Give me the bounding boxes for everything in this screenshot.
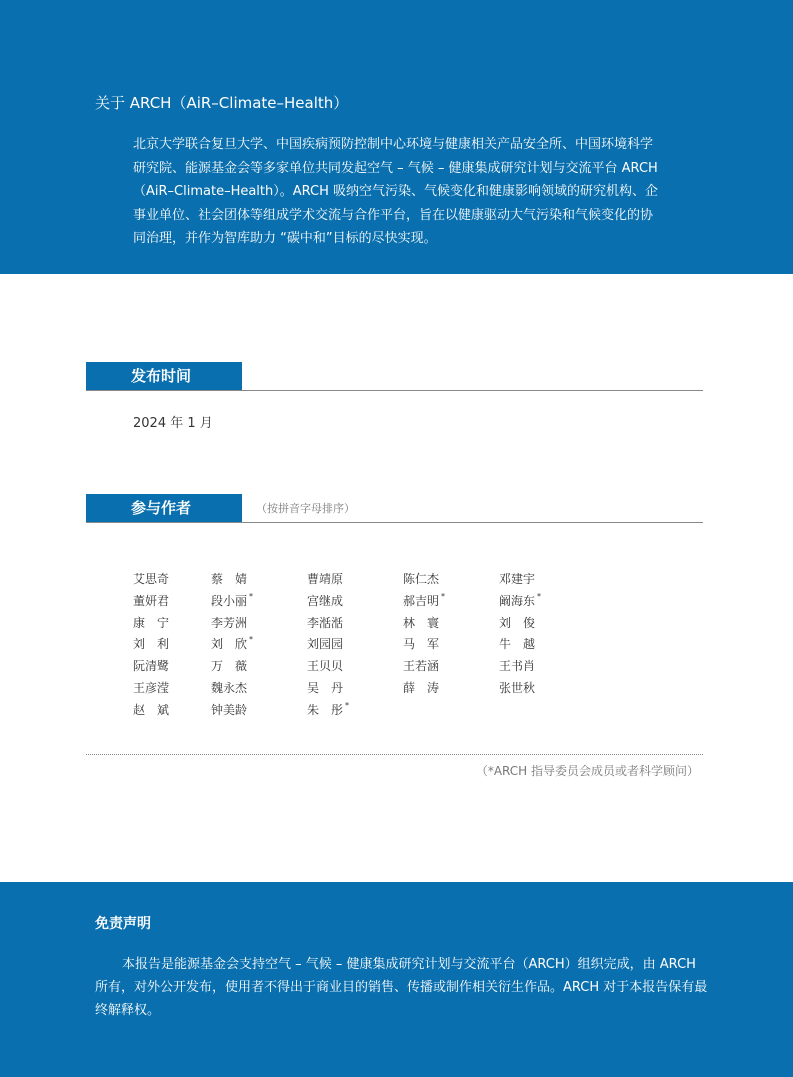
author-name	[133, 679, 169, 696]
authors-sort-note: （按拼音字母排序）	[256, 502, 355, 515]
author-name	[133, 657, 169, 674]
author-name-text: 刘 俊	[499, 615, 536, 630]
author-name	[403, 614, 439, 631]
author-name-text: 张世秋	[499, 681, 536, 695]
authors-list	[0, 570, 793, 720]
author-name	[499, 614, 535, 631]
author-name	[307, 657, 343, 674]
author-name-text: 林 寰	[403, 615, 440, 630]
author-name-text: 马 军	[403, 637, 440, 652]
steering-member-marker: *	[441, 591, 446, 601]
author-name-text: 刘 利	[133, 637, 170, 652]
author-name-text: 邓建宇	[499, 572, 536, 586]
author-name	[211, 592, 253, 609]
author-name	[307, 679, 343, 696]
steering-member-marker: *	[249, 635, 254, 645]
author-name	[499, 679, 535, 696]
author-name-text: 艾思奇	[133, 572, 170, 586]
author-name-text: 段小丽	[211, 593, 248, 608]
author-name	[403, 679, 439, 696]
author-name	[403, 657, 439, 674]
author-name-text: 刘园园	[307, 637, 344, 652]
about-section	[0, 0, 793, 274]
author-name-text: 王书肖	[499, 659, 536, 674]
author-name	[403, 570, 439, 587]
author-name	[403, 592, 445, 609]
author-name	[403, 635, 439, 652]
author-name-text: 赵 斌	[133, 702, 170, 717]
author-name-text: 王彦滢	[133, 681, 170, 695]
disclaimer-title: 免责声明	[95, 916, 151, 932]
author-name	[211, 570, 247, 587]
author-name-text: 李芳洲	[211, 615, 248, 630]
author-name	[307, 592, 343, 609]
author-name	[133, 701, 169, 718]
author-name-text: 陈仁杰	[403, 572, 440, 586]
author-name	[133, 592, 169, 609]
author-name-text: 李湉湉	[307, 615, 344, 630]
authors-heading: 参与作者	[86, 494, 242, 522]
author-name	[211, 679, 247, 696]
author-name	[211, 657, 247, 674]
author-name-text: 魏永杰	[211, 681, 248, 695]
author-name-text: 刘 欣	[211, 637, 248, 652]
author-name-text: 曹靖原	[307, 572, 344, 586]
author-name-text: 郝吉明	[403, 593, 440, 608]
author-name-text: 董妍君	[133, 593, 170, 608]
author-name-text: 牛 越	[499, 637, 536, 652]
author-name-text: 薛 涛	[403, 681, 440, 695]
about-body: 北京大学联合复旦大学、中国疾病预防控制中心环境与健康相关产品安全所、中国环境科学 研究院、能源基金会等多家单位共同发起空气 – 气候 – 健康集成研究计划与交流平台 ARCH （AiR–Climate–Health）。ARCH 吸纳空气污染、气候变化和健康影响领域的研究机构、企 事业单位、社会团体等组成学术交流与合作平台，旨在以健康驱动大气污染和气候变化的协 同治理，并作为智库助力 “碳中和”目标的尽快实现。	[133, 137, 659, 246]
steering-member-marker: *	[345, 700, 350, 710]
release-date: 2024 年 1 月	[133, 416, 213, 431]
author-name	[499, 570, 535, 587]
author-name	[307, 635, 343, 652]
author-name	[211, 635, 253, 652]
author-name	[211, 701, 247, 718]
steering-member-marker: *	[249, 591, 254, 601]
author-name	[499, 592, 541, 609]
author-name-text: 宫继成	[307, 593, 344, 608]
author-name	[307, 614, 343, 631]
author-name-text: 吴 丹	[307, 681, 344, 695]
release-heading: 发布时间	[86, 362, 242, 390]
author-name	[133, 635, 169, 652]
author-name-text: 钟美龄	[211, 702, 248, 717]
author-name-text: 朱 彤	[307, 702, 344, 717]
about-title: 关于 ARCH（AiR–Climate–Health）	[95, 94, 349, 112]
author-name-text: 阮清鹭	[133, 659, 170, 674]
author-name-text: 万 薇	[211, 659, 248, 674]
author-name-text: 蔡 婧	[211, 572, 248, 586]
divider	[86, 754, 703, 755]
author-name	[211, 614, 247, 631]
author-name	[133, 570, 169, 587]
authors-section-header	[86, 494, 703, 523]
author-name	[499, 635, 535, 652]
disclaimer-body: 本报告是能源基金会支持空气 – 气候 – 健康集成研究计划与交流平台（ARCH）组织完成，由 ARCH 所有，对外公开发布，使用者不得出于商业目的销售、传播或制作相关衍生作品。ARCH 对于本报告保有最终解释权。	[95, 957, 708, 1018]
author-name-text: 王若涵	[403, 659, 440, 674]
author-name-text: 康 宁	[133, 615, 170, 630]
author-name	[499, 657, 535, 674]
steering-member-marker: *	[537, 591, 542, 601]
author-name	[133, 614, 169, 631]
author-name-text: 阚海东	[499, 593, 536, 608]
author-name	[307, 570, 343, 587]
release-section-header	[86, 362, 703, 391]
author-name-text: 王贝贝	[307, 659, 344, 674]
authors-footnote: （*ARCH 指导委员会成员或者科学顾问）	[475, 764, 699, 778]
author-name	[307, 701, 349, 718]
